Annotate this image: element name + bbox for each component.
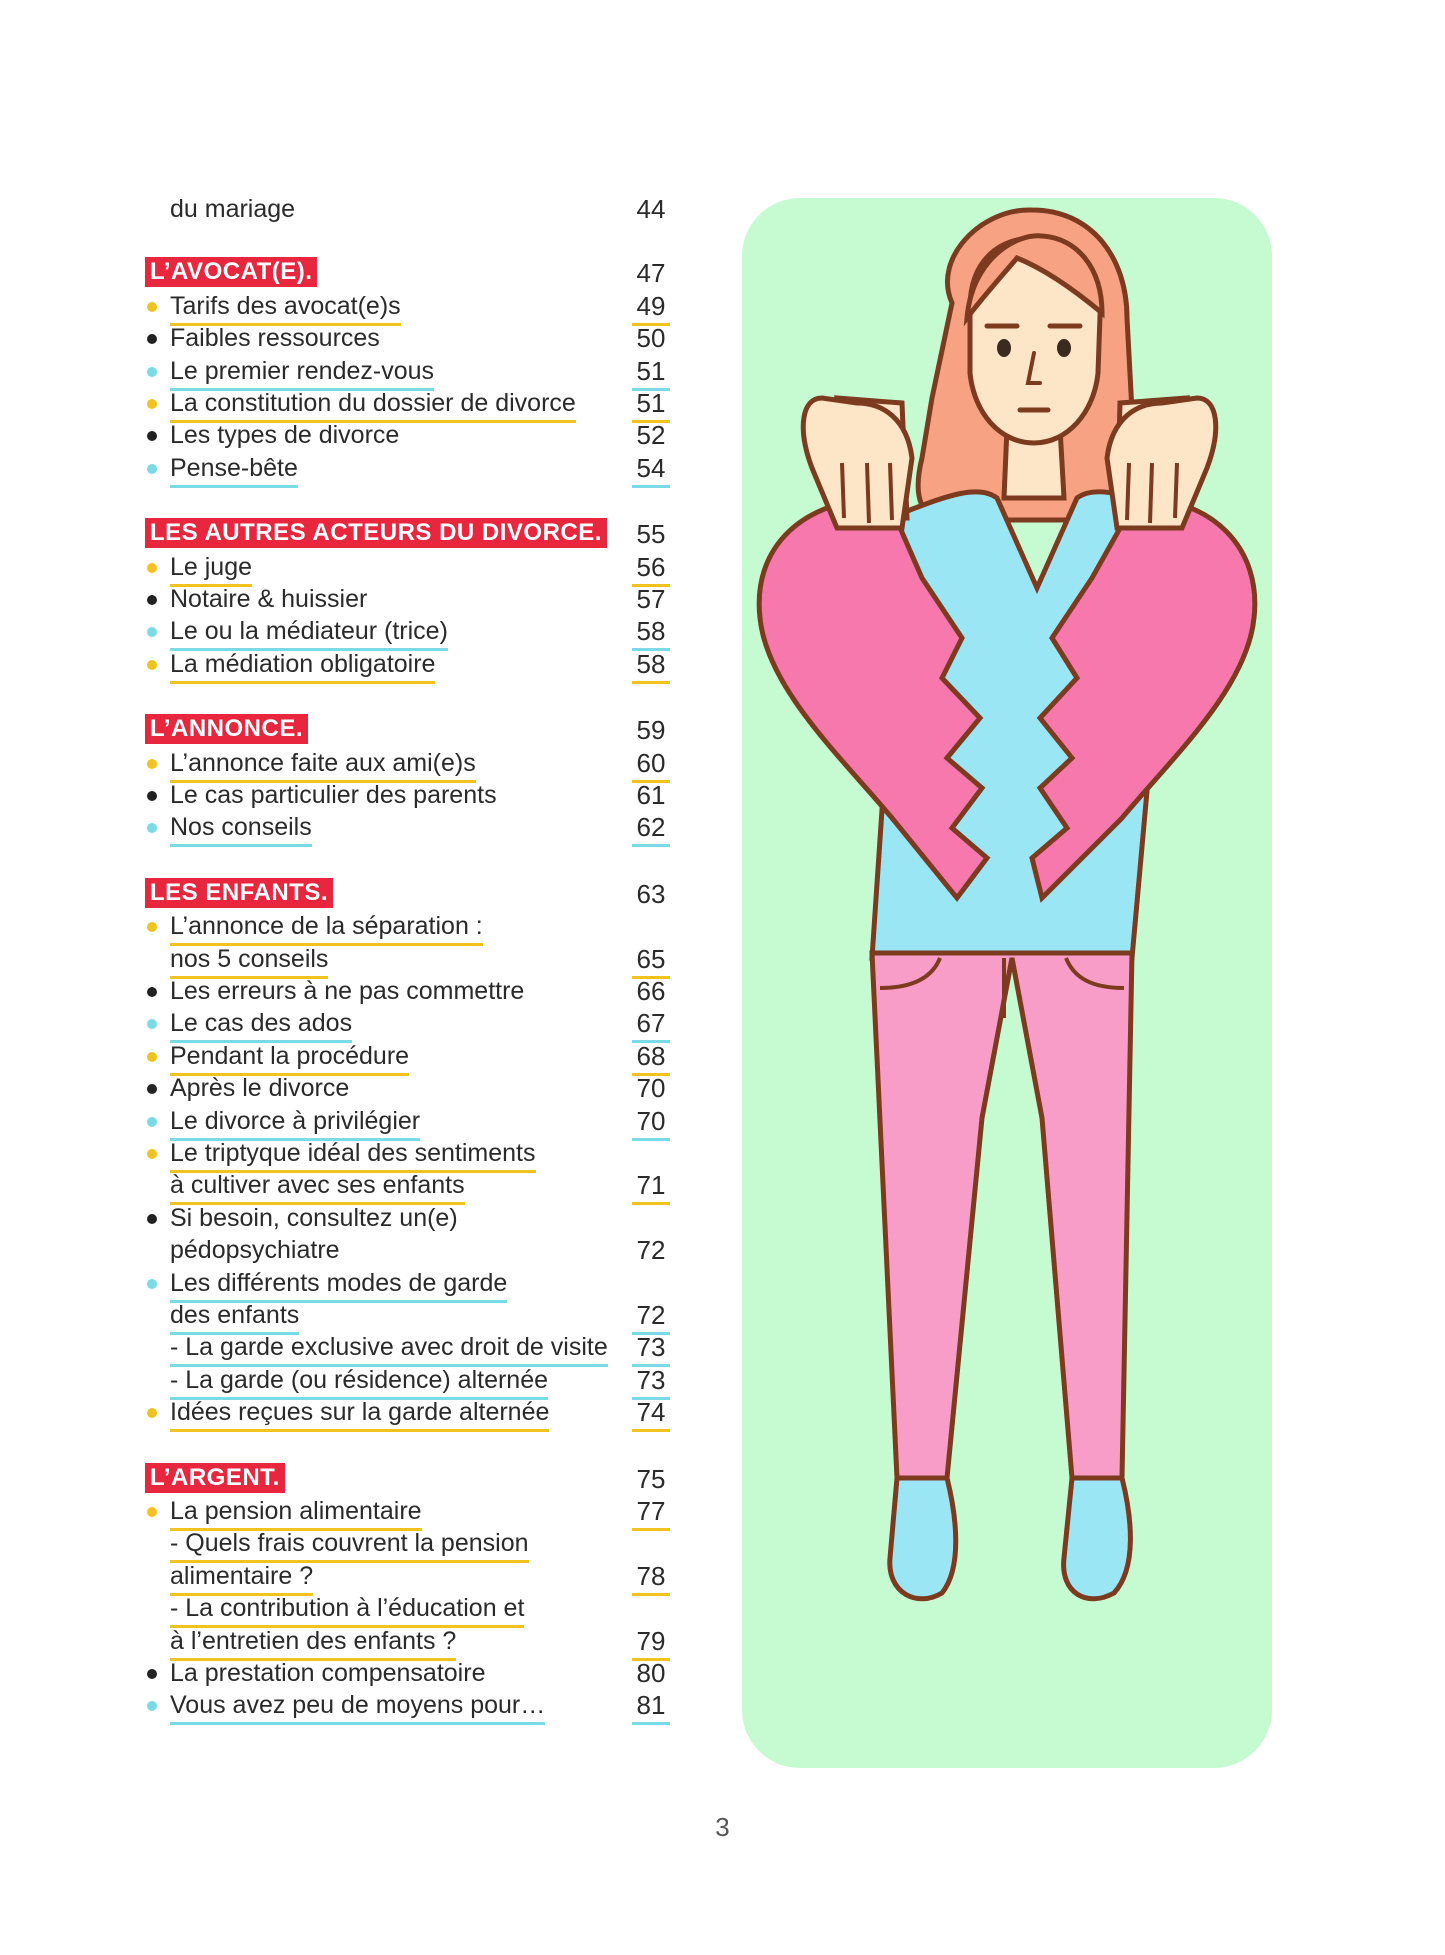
entry-title: Idées reçues sur la garde alternée	[170, 1396, 549, 1432]
page-ref: 72	[632, 1299, 670, 1335]
page-ref: 79	[632, 1625, 670, 1661]
page-ref: 63	[636, 878, 666, 909]
page-ref: 44	[636, 194, 666, 224]
entry-title: Les erreurs à ne pas commettre	[170, 977, 525, 1005]
bullet-icon	[147, 1084, 157, 1094]
bullet-icon	[147, 791, 157, 801]
bullet-icon	[147, 1669, 157, 1679]
toc-entry	[140, 290, 670, 324]
toc-section-heading	[140, 878, 670, 912]
entry-title: Les différents modes de garde	[170, 1267, 507, 1303]
toc-entry	[140, 1105, 670, 1139]
toc-entry	[140, 452, 670, 486]
left-shoe	[890, 1478, 956, 1599]
bullet-icon	[147, 431, 157, 441]
toc-section-heading	[140, 1463, 670, 1497]
entry-title: L’annonce de la séparation :	[170, 910, 483, 946]
page-ref: 67	[632, 1007, 670, 1043]
toc-entry	[140, 1527, 670, 1561]
page-ref: 47	[636, 258, 666, 289]
section-title: L’ANNONCE.	[145, 714, 308, 744]
bullet-icon	[147, 399, 157, 409]
section-title: LES AUTRES ACTEURS DU DIVORCE.	[145, 518, 607, 548]
toc-entry	[140, 975, 670, 1009]
page-ref: 70	[632, 1105, 670, 1141]
page-ref: 56	[632, 551, 670, 587]
toc-entry	[140, 322, 670, 356]
entry-title: Le ou la médiateur (trice)	[170, 615, 448, 651]
entry-title: Notaire & huissier	[170, 585, 368, 613]
entry-title: alimentaire ?	[170, 1560, 313, 1596]
page-ref: 71	[632, 1169, 670, 1205]
toc-entry	[140, 910, 670, 944]
page-ref: 62	[632, 811, 670, 847]
page-ref: 70	[636, 1073, 666, 1104]
page-ref: 49	[632, 290, 670, 326]
page-ref: 52	[636, 420, 666, 451]
entry-title: Nos conseils	[170, 811, 312, 847]
page-ref: 72	[636, 1235, 666, 1266]
bullet-icon	[147, 1052, 157, 1062]
page-ref: 75	[636, 1463, 666, 1494]
toc-entry	[140, 1657, 670, 1691]
toc-entry	[140, 1396, 670, 1430]
entry-title: La pension alimentaire	[170, 1495, 422, 1531]
right-eye	[1057, 339, 1071, 357]
bullet-icon	[147, 1019, 157, 1029]
bullet-icon	[147, 660, 157, 670]
page-ref: 60	[632, 747, 670, 783]
entry-title: Le cas particulier des parents	[170, 781, 497, 809]
page-ref: 51	[632, 387, 670, 423]
toc-entry	[140, 387, 670, 421]
page-ref: 74	[632, 1396, 670, 1432]
entry-title: nos 5 conseils	[170, 943, 328, 979]
entry-title: - Quels frais couvrent la pension	[170, 1527, 529, 1563]
section-title: L’AVOCAT(E).	[145, 257, 317, 287]
bullet-icon	[147, 1149, 157, 1159]
bullet-icon	[147, 987, 157, 997]
page-ref: 73	[632, 1364, 670, 1400]
entry-title: à cultiver avec ses enfants	[170, 1169, 465, 1205]
page-ref: 51	[632, 355, 670, 391]
broken-heart-illustration	[742, 198, 1272, 1768]
toc-entry	[140, 1202, 670, 1236]
entry-title: Faibles ressources	[170, 324, 380, 353]
left-eye	[997, 339, 1011, 357]
entry-title: - La garde exclusive avec droit de visite	[170, 1331, 608, 1367]
page-ref: 80	[636, 1658, 666, 1688]
page-ref: 73	[632, 1331, 670, 1367]
bullet-icon	[147, 922, 157, 932]
bullet-icon	[147, 1701, 157, 1711]
toc-entry	[140, 943, 670, 977]
toc-entry	[140, 1625, 670, 1659]
entry-title: L’annonce faite aux ami(e)s	[170, 747, 476, 783]
bullet-icon	[147, 1214, 157, 1224]
page-ref: 66	[636, 976, 666, 1006]
entry-title: Les types de divorce	[170, 421, 400, 450]
bullet-icon	[147, 302, 157, 312]
entry-title: Si besoin, consultez un(e)	[170, 1203, 458, 1232]
entry-title: des enfants	[170, 1299, 299, 1335]
entry-title: du mariage	[170, 195, 296, 223]
page-number: 3	[715, 1812, 730, 1842]
bullet-icon	[147, 1408, 157, 1418]
entry-title: Vous avez peu de moyens pour…	[170, 1689, 545, 1725]
bullet-icon	[147, 1279, 157, 1289]
entry-title: Le divorce à privilégier	[170, 1105, 420, 1141]
entry-title: pédopsychiatre	[170, 1236, 340, 1265]
toc-entry	[140, 1331, 670, 1365]
toc-entry	[140, 583, 670, 617]
page-ref: 77	[632, 1495, 670, 1531]
toc-entry	[140, 1495, 670, 1529]
page-ref: 50	[636, 323, 666, 354]
toc-entry	[140, 747, 670, 781]
entry-title: La prestation compensatoire	[170, 1659, 486, 1687]
toc-entry	[140, 1592, 670, 1626]
page-ref: 65	[632, 943, 670, 979]
entry-title: à l’entretien des enfants ?	[170, 1625, 456, 1661]
bullet-icon	[147, 823, 157, 833]
toc-section-heading	[140, 257, 670, 291]
bullet-icon	[147, 1507, 157, 1517]
toc-entry	[140, 1007, 670, 1041]
page-ref: 55	[636, 519, 666, 550]
page-ref: 68	[632, 1040, 670, 1076]
bullet-icon	[147, 759, 157, 769]
page-ref: 58	[632, 615, 670, 651]
bullet-icon	[147, 595, 157, 605]
toc-entry	[140, 419, 670, 453]
toc-entry	[140, 1560, 670, 1594]
toc-entry	[140, 1689, 670, 1723]
page-ref: 58	[632, 648, 670, 684]
toc-entry	[140, 779, 670, 813]
toc-section-heading	[140, 714, 670, 748]
bullet-icon	[147, 367, 157, 377]
section-title: LES ENFANTS.	[145, 878, 333, 908]
bullet-icon	[147, 464, 157, 474]
table-of-contents	[0, 0, 700, 1955]
bullet-icon	[147, 334, 157, 344]
toc-entry	[140, 1072, 670, 1106]
toc-section-heading	[140, 518, 670, 552]
page-ref: 78	[632, 1560, 670, 1596]
entry-title: Le triptyque idéal des sentiments	[170, 1137, 536, 1173]
entry-title: Tarifs des avocat(e)s	[170, 290, 401, 326]
toc-entry	[140, 1040, 670, 1074]
toc-entry	[140, 1137, 670, 1171]
toc-entry	[140, 1267, 670, 1301]
page-ref: 81	[632, 1689, 670, 1725]
page-ref: 61	[636, 780, 666, 810]
entry-title: Le juge	[170, 551, 252, 587]
entry-title: La médiation obligatoire	[170, 648, 435, 684]
entry-title: Après le divorce	[170, 1074, 350, 1103]
toc-entry	[140, 1234, 670, 1268]
section-title: L’ARGENT.	[145, 1463, 285, 1493]
entry-title: Le premier rendez-vous	[170, 355, 434, 391]
toc-entry	[140, 1169, 670, 1203]
toc-entry	[140, 1299, 670, 1333]
toc-entry	[140, 355, 670, 389]
entry-title: - La contribution à l’éducation et	[170, 1592, 524, 1628]
entry-title: La constitution du dossier de divorce	[170, 387, 576, 423]
toc-entry	[140, 811, 670, 845]
page-ref: 59	[636, 715, 666, 746]
toc-entry	[140, 648, 670, 682]
toc-entry	[140, 1364, 670, 1398]
entry-title: Pense-bête	[170, 452, 298, 488]
entry-title: Pendant la procédure	[170, 1040, 409, 1076]
toc-entry	[140, 615, 670, 649]
bullet-icon	[147, 563, 157, 573]
page-ref: 57	[636, 584, 666, 614]
toc-entry	[140, 551, 670, 585]
entry-title: Le cas des ados	[170, 1007, 352, 1043]
right-shoe	[1064, 1478, 1131, 1599]
entry-title: - La garde (ou résidence) alternée	[170, 1364, 548, 1400]
bullet-icon	[147, 1117, 157, 1127]
page-ref: 54	[632, 452, 670, 488]
bullet-icon	[147, 627, 157, 637]
toc-entry	[140, 193, 670, 227]
